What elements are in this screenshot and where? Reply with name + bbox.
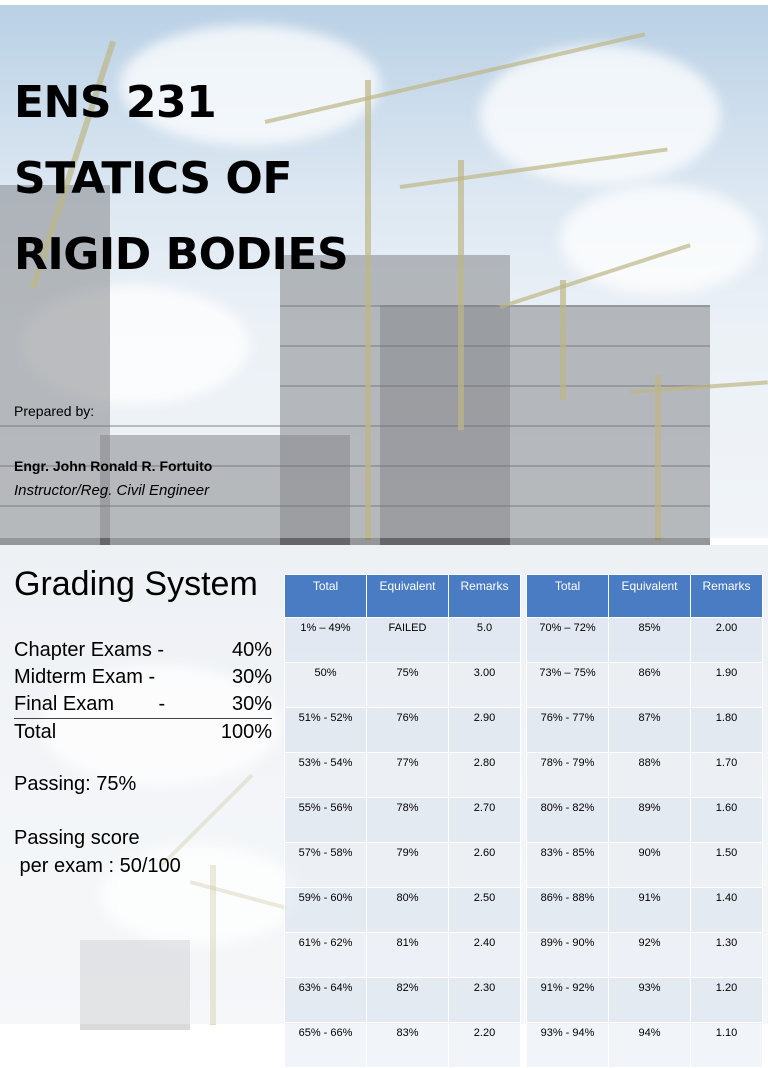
component-percent: 40%	[231, 639, 272, 661]
cell-remarks: 2.60	[449, 843, 521, 888]
cell-total: 83% - 85%	[527, 843, 609, 888]
header-equivalent: Equivalent	[609, 575, 691, 618]
cell-equivalent: 78%	[367, 798, 449, 843]
grade-component-row	[14, 637, 272, 664]
grading-title: Grading System	[14, 565, 258, 603]
table-row	[527, 978, 763, 1023]
component-label: Chapter Exams -	[14, 639, 165, 661]
cell-total: 1% – 49%	[285, 618, 367, 663]
component-label: Total	[14, 721, 57, 743]
title-slide	[0, 5, 768, 538]
cell-remarks: 2.40	[449, 933, 521, 978]
cell-total: 70% – 72%	[527, 618, 609, 663]
table-row	[285, 663, 521, 708]
passing-score-label: Passing score	[14, 827, 140, 849]
cell-total: 86% - 88%	[527, 888, 609, 933]
cell-remarks: 1.20	[691, 978, 763, 1023]
cell-total: 57% - 58%	[285, 843, 367, 888]
cell-equivalent: 80%	[367, 888, 449, 933]
cell-equivalent: 92%	[609, 933, 691, 978]
cell-equivalent: 81%	[367, 933, 449, 978]
header-remarks: Remarks	[449, 575, 521, 618]
cell-equivalent: 79%	[367, 843, 449, 888]
cell-total: 91% - 92%	[527, 978, 609, 1023]
cell-equivalent: 76%	[367, 708, 449, 753]
cell-remarks: 2.00	[691, 618, 763, 663]
cell-equivalent: 87%	[609, 708, 691, 753]
table-row	[285, 1023, 521, 1068]
grade-table-left	[284, 574, 521, 1068]
grade-total-row	[14, 718, 272, 746]
table-row	[527, 1023, 763, 1068]
cell-remarks: 1.70	[691, 753, 763, 798]
cell-remarks: 2.30	[449, 978, 521, 1023]
cell-equivalent: 93%	[609, 978, 691, 1023]
header-total: Total	[527, 575, 609, 618]
cell-total: 89% - 90%	[527, 933, 609, 978]
table-row	[527, 933, 763, 978]
cell-remarks: 1.40	[691, 888, 763, 933]
cell-remarks: 2.90	[449, 708, 521, 753]
cell-equivalent: 82%	[367, 978, 449, 1023]
table-row	[527, 843, 763, 888]
component-percent: 100%	[220, 721, 272, 743]
cell-equivalent: 91%	[609, 888, 691, 933]
cell-total: 63% - 64%	[285, 978, 367, 1023]
component-label: Final Exam -	[14, 693, 166, 715]
cell-total: 73% – 75%	[527, 663, 609, 708]
cell-equivalent: 77%	[367, 753, 449, 798]
table-row	[285, 618, 521, 663]
cell-remarks: 5.0	[449, 618, 521, 663]
cell-remarks: 1.60	[691, 798, 763, 843]
component-percent: 30%	[231, 666, 272, 688]
grade-component-row	[14, 664, 272, 691]
table-row	[285, 978, 521, 1023]
table-row	[285, 933, 521, 978]
grade-component-row	[14, 691, 272, 718]
table-header-row	[285, 575, 521, 618]
cell-equivalent: 90%	[609, 843, 691, 888]
cell-equivalent: 75%	[367, 663, 449, 708]
course-title-line: STATICS OF	[14, 153, 292, 204]
cell-remarks: 1.30	[691, 933, 763, 978]
table-row	[285, 708, 521, 753]
cell-equivalent: 86%	[609, 663, 691, 708]
table-header-row	[527, 575, 763, 618]
table-row	[527, 798, 763, 843]
cell-remarks: 2.20	[449, 1023, 521, 1068]
cell-equivalent: 88%	[609, 753, 691, 798]
table-row	[285, 798, 521, 843]
passing-grade: Passing: 75%	[14, 773, 137, 795]
grade-components	[14, 637, 272, 746]
table-row	[285, 843, 521, 888]
cell-total: 93% - 94%	[527, 1023, 609, 1068]
cell-total: 59% - 60%	[285, 888, 367, 933]
cell-total: 78% - 79%	[527, 753, 609, 798]
cell-total: 65% - 66%	[285, 1023, 367, 1068]
cell-total: 53% - 54%	[285, 753, 367, 798]
cell-remarks: 2.50	[449, 888, 521, 933]
grade-table-right	[526, 574, 763, 1068]
table-row	[527, 708, 763, 753]
cell-equivalent: 89%	[609, 798, 691, 843]
cell-remarks: 2.70	[449, 798, 521, 843]
cell-remarks: 1.90	[691, 663, 763, 708]
header-remarks: Remarks	[691, 575, 763, 618]
passing-score-value: per exam : 50/100	[14, 855, 181, 877]
cell-remarks: 3.00	[449, 663, 521, 708]
course-title-line: RIGID BODIES	[14, 229, 349, 280]
cell-remarks: 1.80	[691, 708, 763, 753]
grading-slide	[0, 545, 768, 1039]
cell-total: 55% - 56%	[285, 798, 367, 843]
cell-equivalent: 83%	[367, 1023, 449, 1068]
table-row	[527, 618, 763, 663]
cell-remarks: 1.50	[691, 843, 763, 888]
cell-remarks: 2.80	[449, 753, 521, 798]
cell-total: 61% - 62%	[285, 933, 367, 978]
cell-total: 51% - 52%	[285, 708, 367, 753]
cell-equivalent: FAILED	[367, 618, 449, 663]
component-percent: 30%	[231, 693, 272, 715]
table-row	[527, 753, 763, 798]
prepared-by-label: Prepared by:	[14, 403, 95, 419]
table-row	[527, 888, 763, 933]
author-name: Engr. John Ronald R. Fortuito	[14, 458, 213, 474]
table-row	[285, 753, 521, 798]
course-title	[14, 65, 348, 293]
header-total: Total	[285, 575, 367, 618]
table-row	[527, 663, 763, 708]
cell-equivalent: 94%	[609, 1023, 691, 1068]
cell-total: 80% - 82%	[527, 798, 609, 843]
table-row	[285, 888, 521, 933]
author-role: Instructor/Reg. Civil Engineer	[14, 482, 210, 499]
course-title-line: ENS 231	[14, 77, 217, 128]
header-equivalent: Equivalent	[367, 575, 449, 618]
component-label: Midterm Exam -	[14, 666, 156, 688]
cell-equivalent: 85%	[609, 618, 691, 663]
cell-total: 76% - 77%	[527, 708, 609, 753]
cell-total: 50%	[285, 663, 367, 708]
cell-remarks: 1.10	[691, 1023, 763, 1068]
